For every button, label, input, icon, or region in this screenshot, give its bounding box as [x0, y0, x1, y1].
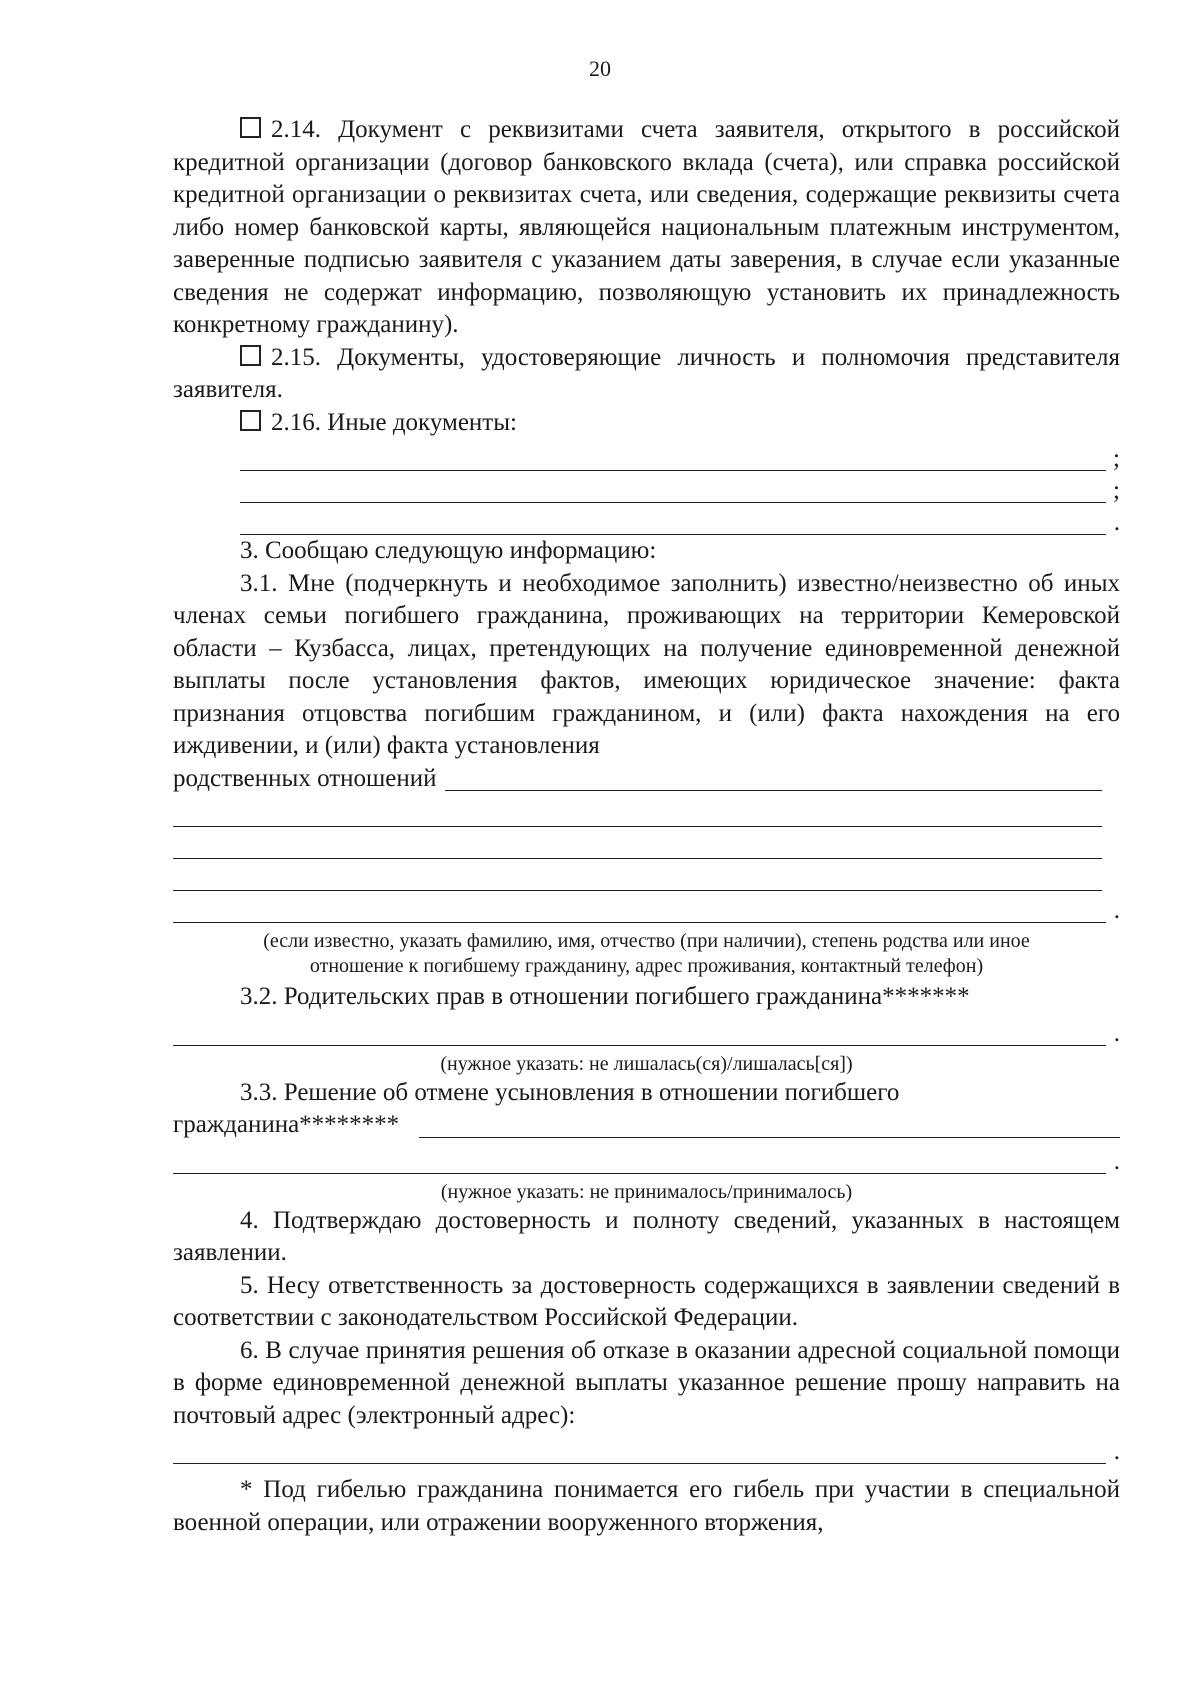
other-docs-line-1[interactable]: [240, 439, 1120, 471]
item-3-1-tail: родственных отношений: [173, 764, 437, 792]
item-3-3-tail: гражданина********: [173, 1111, 400, 1138]
adoption-line-0[interactable]: [419, 1113, 1120, 1138]
item-3-1-tail-row: [173, 763, 1120, 796]
line-end: .: [1113, 509, 1120, 536]
line-end: ;: [1113, 477, 1120, 504]
line-end: .: [1113, 897, 1120, 924]
parental-rights-line[interactable]: [173, 1014, 1120, 1046]
item-4: 4. Подтверждаю достоверность и полноту сведений, указанных в настоящем заявлении.: [173, 1206, 1120, 1266]
checkbox-2-16[interactable]: [240, 410, 261, 431]
adoption-line-1[interactable]: [173, 1142, 1120, 1174]
relatives-line-0[interactable]: [445, 766, 1102, 791]
line-end: ;: [1113, 445, 1120, 472]
relatives-line-3[interactable]: [173, 859, 1102, 891]
item-5: 5. Несу ответственность за достоверность содержащихся в заявлении сведений в соответствии с законодательством Российской Федерации.: [173, 1271, 1120, 1331]
relatives-line-2[interactable]: [173, 827, 1102, 859]
fill-line[interactable]: [240, 446, 1106, 471]
item-2-15-text: 2.15. Документы, удостоверяющие личность и полномочия представителя заявителя.: [173, 343, 1120, 403]
footnote: * Под гибелью гражданина понимается его гибель при участии в специальной военной операции, или отражении вооруженного вторжения,: [173, 1476, 1120, 1536]
fill-line[interactable]: [240, 478, 1106, 503]
note-3-2: (нужное указать: не лишалась(ся)/лишалась[ся]): [440, 1052, 853, 1075]
document-body: [173, 114, 1120, 1539]
fill-line[interactable]: [173, 1149, 1106, 1174]
note-3-1: (если известно, указать фамилию, имя, отчество (при наличии), степень родства или иное отношение к погибшему гражданину, адрес проживания, контактный телефон): [263, 930, 1030, 977]
item-2-14-text: 2.14. Документ с реквизитами счета заявителя, открытого в российской кредитной организации (договор банковского вклада (счета), или справка российской кредитной организации о реквизитах счета, или сведения, содержащие реквизиты счета либо номер банковской карты, являющейся национальным платежным инструментом, заверенные подписью заявителя с указанием даты заверения, в случае если указанные сведения не содержат информацию, позволяющую установить их принадлежность конкретному гражданину).: [173, 116, 1120, 338]
fill-line[interactable]: [173, 802, 1102, 827]
fill-line[interactable]: [173, 1439, 1106, 1464]
checkbox-2-14[interactable]: [240, 117, 261, 138]
checkbox-2-15[interactable]: [240, 345, 261, 366]
relatives-line-4[interactable]: [173, 891, 1120, 923]
line-end: .: [1113, 1147, 1120, 1175]
line-end: .: [1113, 1438, 1120, 1465]
address-line[interactable]: [173, 1432, 1120, 1464]
relatives-line-1[interactable]: [173, 795, 1102, 827]
item-3-3: 3.3. Решение об отмене усыновления в отношении погибшего: [240, 1078, 900, 1106]
fill-line[interactable]: [173, 898, 1106, 923]
item-2-14: [173, 114, 1120, 342]
item-3-3-tail-row: [173, 1109, 1120, 1142]
page-number: 20: [589, 56, 611, 81]
item-2-16-text: 2.16. Иные документы:: [271, 408, 517, 436]
item-3-2: 3.2. Родительских прав в отношении погибшего гражданина*******: [240, 983, 970, 1010]
other-docs-line-2[interactable]: [240, 471, 1120, 503]
fill-line[interactable]: [240, 510, 1106, 535]
item-2-15: [173, 342, 1120, 407]
note-3-3: (нужное указать: не принималось/принималось): [440, 1180, 853, 1203]
other-docs-line-3[interactable]: [240, 503, 1120, 535]
section-3-title: 3. Сообщаю следующую информацию:: [240, 537, 657, 564]
item-6: 6. В случае принятия решения об отказе в оказании адресной социальной помощи в форме единовременной денежной выплаты указанное решение прошу направить на почтовый адрес (электронный адрес):: [173, 1336, 1120, 1429]
item-3-1: 3.1. Мне (подчеркнуть и необходимое заполнить) известно/неизвестно об иных членах семьи погибшего гражданина, проживающих на территории Кемеровской области – Кузбасса, лицах, претендующих на получение единовременной денежной выплаты после установления фактов, имеющих юридическое значение: факта признания отцовства погибшим гражданином, и (или) факта нахождения на его иждивении, и (или) факта установления: [173, 569, 1120, 759]
line-end: .: [1113, 1019, 1120, 1047]
fill-line[interactable]: [173, 866, 1102, 891]
item-2-16: [173, 407, 1120, 440]
fill-line[interactable]: [173, 1021, 1106, 1046]
fill-line[interactable]: [173, 834, 1102, 859]
